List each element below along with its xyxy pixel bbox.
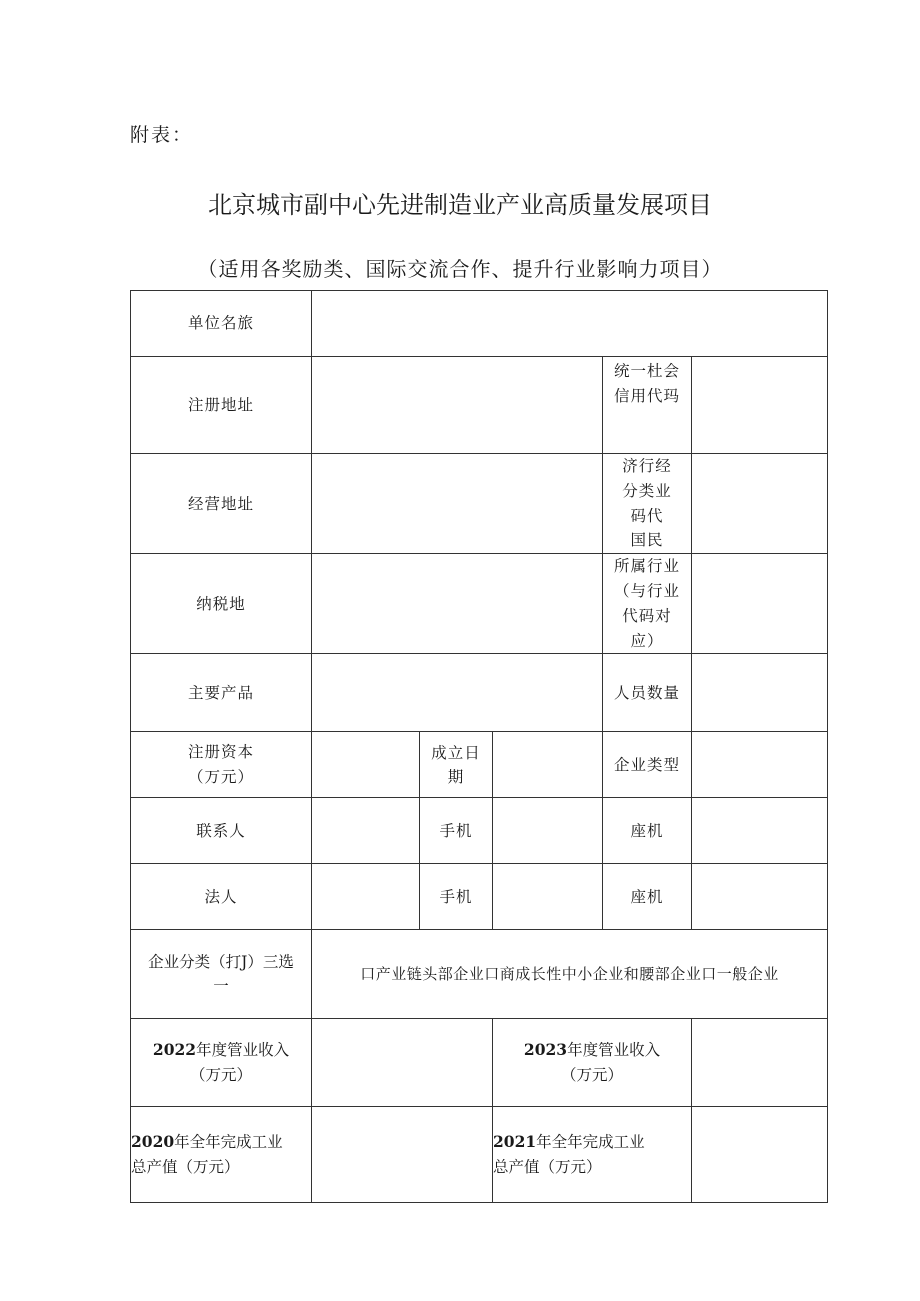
reg-address-field[interactable] <box>312 357 603 454</box>
output-2021-label <box>493 1107 692 1203</box>
industry-belong-line: （与行业 <box>613 581 680 600</box>
contact-landline-field[interactable] <box>692 798 828 864</box>
revenue-2022-label <box>131 1019 312 1107</box>
staff-count-field[interactable] <box>692 654 828 732</box>
industry-code-line: 分类业 <box>622 481 672 500</box>
biz-address-field[interactable] <box>312 454 603 554</box>
credit-code-field[interactable] <box>692 357 828 454</box>
tax-location-label: 纳税地 <box>131 554 312 654</box>
reg-capital-field[interactable] <box>312 732 420 798</box>
row-contact <box>131 798 828 864</box>
enterprise-type-label: 企业类型 <box>603 732 692 798</box>
enterprise-type-field[interactable] <box>692 732 828 798</box>
industry-code-line: 国民 <box>630 531 664 550</box>
output-2021-unit: 总产值（万元） <box>493 1157 602 1176</box>
industry-belong-line: 应） <box>630 631 664 650</box>
row-reg-capital <box>131 732 828 798</box>
category-options[interactable]: 口产业链头部企业口商成长性中小企业和腰部企业口一般企业 <box>312 930 828 1019</box>
legal-mobile-field[interactable] <box>493 864 603 930</box>
row-unit-name <box>131 291 828 357</box>
output-2021-year: 2021 <box>493 1132 537 1152</box>
output-2020-field[interactable] <box>312 1107 493 1203</box>
row-enterprise-category <box>131 930 828 1019</box>
category-label-line: 企业分类（打J）三选 <box>148 952 294 971</box>
contact-person-field[interactable] <box>312 798 420 864</box>
industry-code-line: 码代 <box>630 506 664 525</box>
reg-address-label: 注册地址 <box>131 357 312 454</box>
revenue-2022-field[interactable] <box>312 1019 493 1107</box>
row-legal-person <box>131 864 828 930</box>
reg-capital-line: （万元） <box>187 767 254 786</box>
output-2021-field[interactable] <box>692 1107 828 1203</box>
contact-person-label: 联系人 <box>131 798 312 864</box>
document-subtitle: （适用各奖励类、国际交流合作、提升行业影响力项目） <box>197 257 723 281</box>
legal-mobile-label: 手机 <box>420 864 493 930</box>
row-tax-location <box>131 554 828 654</box>
main-products-label: 主要产品 <box>131 654 312 732</box>
legal-landline-label: 座机 <box>603 864 692 930</box>
output-2020-text: 年全年完成工业 <box>174 1133 283 1152</box>
revenue-2023-text: 年度管业收入 <box>567 1041 661 1060</box>
contact-mobile-field[interactable] <box>493 798 603 864</box>
output-2021-text: 年全年完成工业 <box>536 1133 645 1152</box>
row-main-products <box>131 654 828 732</box>
unit-name-field[interactable] <box>312 291 828 357</box>
industry-belong-label <box>603 554 692 654</box>
staff-count-label: 人员数量 <box>603 654 692 732</box>
category-label <box>131 930 312 1019</box>
row-industrial-output <box>131 1107 828 1203</box>
revenue-2023-field[interactable] <box>692 1019 828 1107</box>
row-biz-address <box>131 454 828 554</box>
row-reg-address <box>131 357 828 454</box>
industry-belong-field[interactable] <box>692 554 828 654</box>
attachment-label: 附表： <box>130 124 194 146</box>
revenue-2023-label <box>493 1019 692 1107</box>
contact-mobile-label: 手机 <box>420 798 493 864</box>
industry-code-field[interactable] <box>692 454 828 554</box>
industry-belong-line: 所属行业 <box>613 557 680 576</box>
unit-name-label: 单位名旅 <box>131 291 312 357</box>
industry-code-label <box>603 454 692 554</box>
main-products-field[interactable] <box>312 654 603 732</box>
contact-landline-label: 座机 <box>603 798 692 864</box>
founded-date-field[interactable] <box>493 732 603 798</box>
application-form-table <box>130 290 828 1203</box>
founded-date-label: 成立日期 <box>420 732 493 798</box>
revenue-2022-text: 年度管业收入 <box>196 1041 290 1060</box>
revenue-2023-year: 2023 <box>523 1040 568 1060</box>
legal-person-field[interactable] <box>312 864 420 930</box>
output-2020-year: 2020 <box>131 1132 175 1152</box>
biz-address-label: 经营地址 <box>131 454 312 554</box>
reg-capital-line: 注册资本 <box>187 743 254 762</box>
industry-belong-line: 代码对 <box>622 606 672 625</box>
legal-landline-field[interactable] <box>692 864 828 930</box>
revenue-2022-unit: （万元） <box>189 1065 252 1084</box>
tax-location-field[interactable] <box>312 554 603 654</box>
document-title: 北京城市副中心先进制造业产业高质量发展项目 <box>208 191 712 219</box>
row-revenue <box>131 1019 828 1107</box>
legal-person-label: 法人 <box>131 864 312 930</box>
output-2020-label <box>131 1107 312 1203</box>
category-label-line: 一 <box>213 977 229 996</box>
revenue-2022-year: 2022 <box>152 1040 197 1060</box>
credit-code-label: 统一杜会信用代玛 <box>603 357 692 454</box>
reg-capital-label <box>131 732 312 798</box>
revenue-2023-unit: （万元） <box>560 1065 623 1084</box>
output-2020-unit: 总产值（万元） <box>131 1157 240 1176</box>
industry-code-line: 济行经 <box>622 457 672 475</box>
